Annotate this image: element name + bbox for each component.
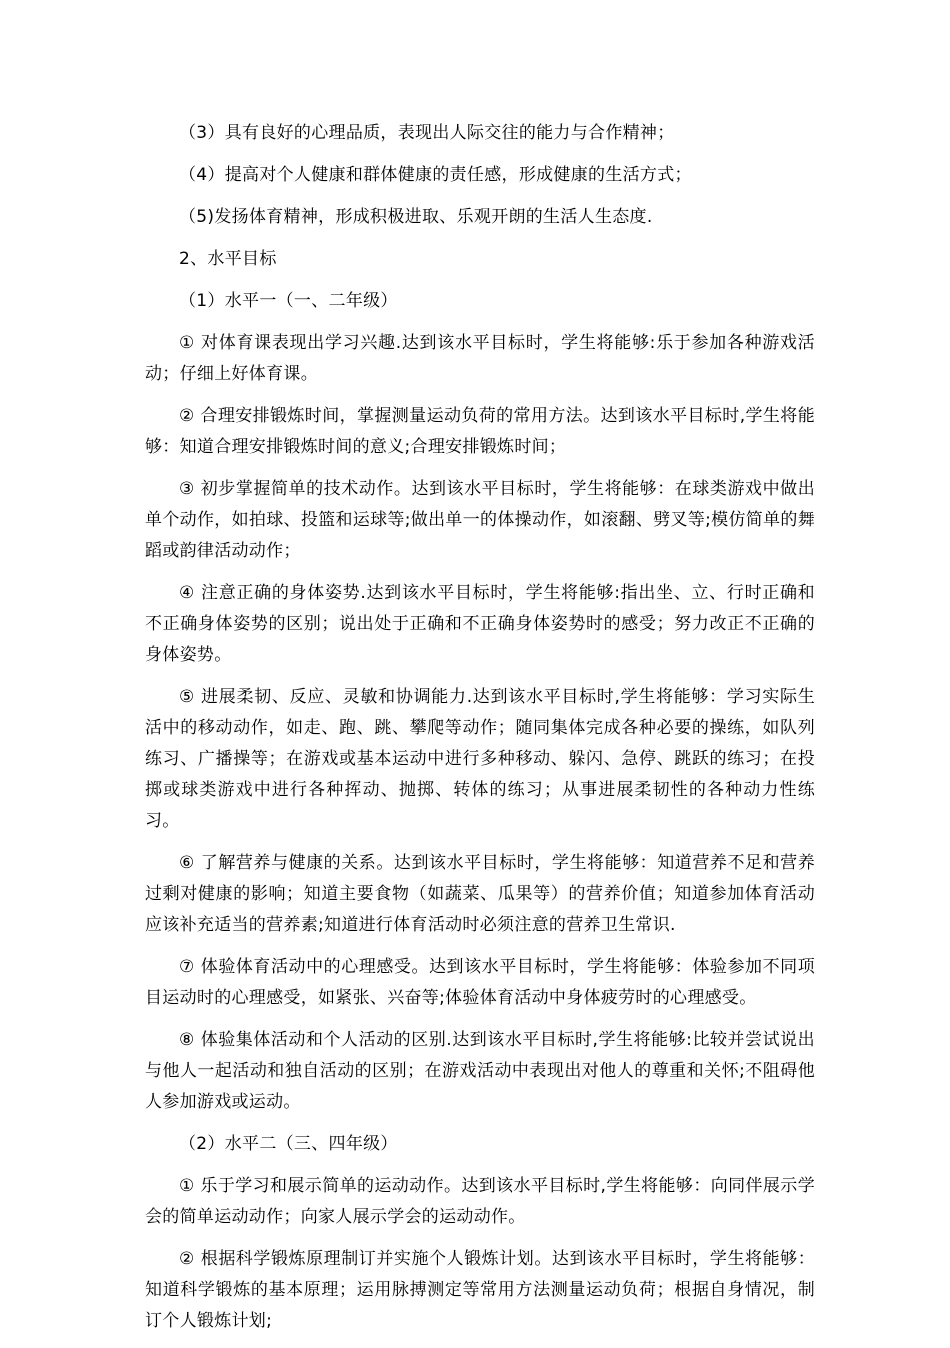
paragraph-level-one-item-3: ③ 初步掌握简单的技术动作。达到该水平目标时，学生将能够：在球类游戏中做出单个动作，如拍球、投篮和运球等;做出单一的体操动作，如滚翻、劈叉等;模仿简单的舞蹈或韵律活动动作； (145, 479, 815, 561)
paragraph-goal-4: （4）提高对个人健康和群体健康的责任感，形成健康的生活方式； (179, 165, 692, 185)
subheading-level-two: （2）水平二（三、四年级） (179, 1134, 398, 1154)
paragraph-goal-3: （3）具有良好的心理品质，表现出人际交往的能力与合作精神； (179, 123, 675, 143)
paragraph-level-one-item-4: ④ 注意正确的身体姿势.达到该水平目标时，学生将能够:指出坐、立、行时正确和不正确身体姿势的区别；说出处于正确和不正确身体姿势时的感受；努力改正不正确的身体姿势。 (145, 583, 815, 665)
paragraph-level-one-item-7: ⑦ 体验体育活动中的心理感受。达到该水平目标时，学生将能够：体验参加不同项目运动时的心理感受，如紧张、兴奋等;体验体育活动中身体疲劳时的心理感受。 (145, 957, 815, 1008)
paragraph-level-two-item-2: ② 根据科学锻炼原理制订并实施个人锻炼计划。达到该水平目标时，学生将能够：知道科学锻炼的基本原理；运用脉搏测定等常用方法测量运动负荷；根据自身情况，制订个人锻炼计划; (145, 1249, 815, 1331)
paragraph-level-one-item-2: ② 合理安排锻炼时间，掌握测量运动负荷的常用方法。达到该水平目标时,学生将能够：知道合理安排锻炼时间的意义;合理安排锻炼时间； (145, 406, 815, 457)
section-heading-level-goals: 2、水平目标 (179, 249, 277, 269)
document-body (145, 118, 815, 1348)
paragraph-level-one-item-5: ⑤ 进展柔韧、反应、灵敏和协调能力.达到该水平目标时,学生将能够：学习实际生活中的移动动作，如走、跑、跳、攀爬等动作；随同集体完成各种必要的操练，如队列练习、广播操等；在游戏或基本运动中进行多种移动、躲闪、急停、跳跃的练习；在投掷或球类游戏中进行各种挥动、抛掷、转体的练习；从事进展柔韧性的各种动力性练习。 (145, 687, 815, 831)
paragraph-level-one-item-6: ⑥ 了解营养与健康的关系。达到该水平目标时，学生将能够：知道营养不足和营养过剩对健康的影响；知道主要食物（如蔬菜、瓜果等）的营养价值；知道参加体育活动应该补充适当的营养素;知道进行体育活动时必须注意的营养卫生常识. (145, 853, 815, 935)
subheading-level-one: （1）水平一（一、二年级） (179, 291, 398, 311)
paragraph-goal-5: （5)发扬体育精神，形成积极进取、乐观开朗的生活人生态度. (179, 207, 653, 227)
paragraph-level-one-item-8: ⑧ 体验集体活动和个人活动的区别.达到该水平目标时,学生将能够:比较并尝试说出与他人一起活动和独自活动的区别；在游戏活动中表现出对他人的尊重和关怀;不阻碍他人参加游戏或运动。 (145, 1030, 815, 1112)
paragraph-level-one-item-1: ① 对体育课表现出学习兴趣.达到该水平目标时，学生将能够:乐于参加各种游戏活动；仔细上好体育课。 (145, 333, 815, 384)
paragraph-level-two-item-1: ① 乐于学习和展示简单的运动动作。达到该水平目标时,学生将能够：向同伴展示学会的简单运动动作；向家人展示学会的运动动作。 (145, 1176, 815, 1227)
